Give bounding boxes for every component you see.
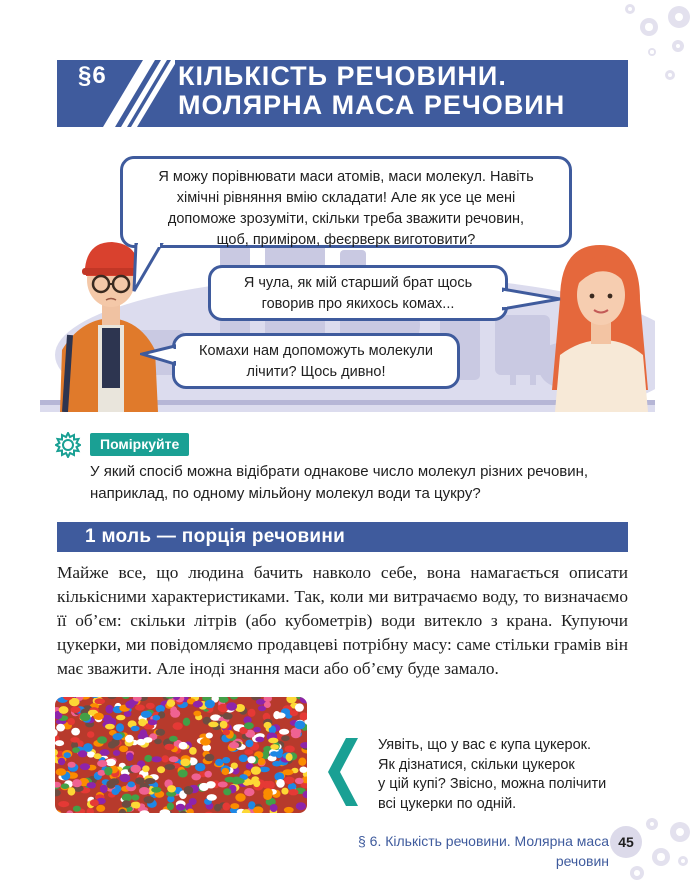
bubble-line: допоможе зрозуміти, скільки треба зважити речовин, <box>167 211 525 227</box>
bubble-line: щоб, приміром, феєрверк виготовити? <box>216 232 476 248</box>
decor-dot <box>625 4 635 14</box>
decor-dot <box>668 6 690 28</box>
gear-icon <box>55 432 81 458</box>
aside-line: у цій купі? Звісно, можна полічити <box>378 776 607 792</box>
aside-text <box>378 736 658 814</box>
think-question <box>90 461 630 505</box>
decor-dot <box>646 818 658 830</box>
bubble-line: говорив про якихось комах... <box>261 296 455 312</box>
title-line: МОЛЯРНА МАСА РЕЧОВИН <box>178 90 566 120</box>
decor-dot <box>630 866 644 880</box>
decor-dot <box>678 856 688 866</box>
girl-character <box>552 245 648 412</box>
bubble-line: Комахи нам допоможуть молекули <box>199 343 433 359</box>
decor-dot <box>665 70 675 80</box>
bubble-tail <box>130 243 170 293</box>
speech-bubble-boy-1 <box>120 156 572 248</box>
title-line: КІЛЬКІСТЬ РЕЧОВИНИ. <box>178 61 507 91</box>
speech-bubble-girl <box>208 265 508 321</box>
decor-dot <box>648 48 656 56</box>
page-number: 45 <box>610 826 642 858</box>
bubble-line: Я чула, як мій старший брат щось <box>243 275 473 291</box>
decor-dot <box>652 848 670 866</box>
bubble-line: хімічні рівняння вмію складати! Але як усе це мені <box>176 190 516 206</box>
think-line: наприклад, по одному мільйону молекул води та цукру? <box>90 485 481 502</box>
think-label: Поміркуйте <box>90 433 189 456</box>
bubble-tail <box>140 340 176 370</box>
bubble-line: Я можу порівнювати маси атомів, маси молекул. Навіть <box>158 169 534 185</box>
decor-dot <box>670 822 690 842</box>
chevron-left-icon <box>328 738 360 806</box>
bubble-tail <box>502 285 562 315</box>
decor-dot <box>672 40 684 52</box>
decor-dot <box>640 18 658 36</box>
aside-line: Як дізнатися, скільки цукерок <box>378 756 575 773</box>
page-title <box>178 62 618 120</box>
aside-line: всі цукерки по одній. <box>378 795 517 812</box>
think-line: У який спосіб можна відібрати однакове число молекул різних речовин, <box>90 463 589 480</box>
section-heading: 1 моль — порція речовини <box>57 522 628 552</box>
section-number: §6 <box>78 62 107 89</box>
candy-pile-image <box>55 697 307 813</box>
bubble-line: лічити? Щось дивно! <box>246 364 386 380</box>
aside-line: Уявіть, що у вас є купа цукерок. <box>378 737 592 753</box>
body-paragraph: Майже все, що людина бачить навколо себе, вона намагається описати кількісними характеристиками. Так, коли ми витрачаємо воду, то визначаємо її об’єм: скільки літрів (або кубометрів) води витекло з крана. Купуючи цукерки, ми повідомляємо продавцеві потрібну масу: саме стільки грамів він має зважити. Але іноді знання маси або об’єму буде замало. <box>57 563 628 678</box>
dialogue-illustration <box>40 150 655 412</box>
running-title: § 6. Кількість речовини. Молярна маса речовин <box>357 833 609 869</box>
speech-bubble-boy-2 <box>172 333 460 389</box>
